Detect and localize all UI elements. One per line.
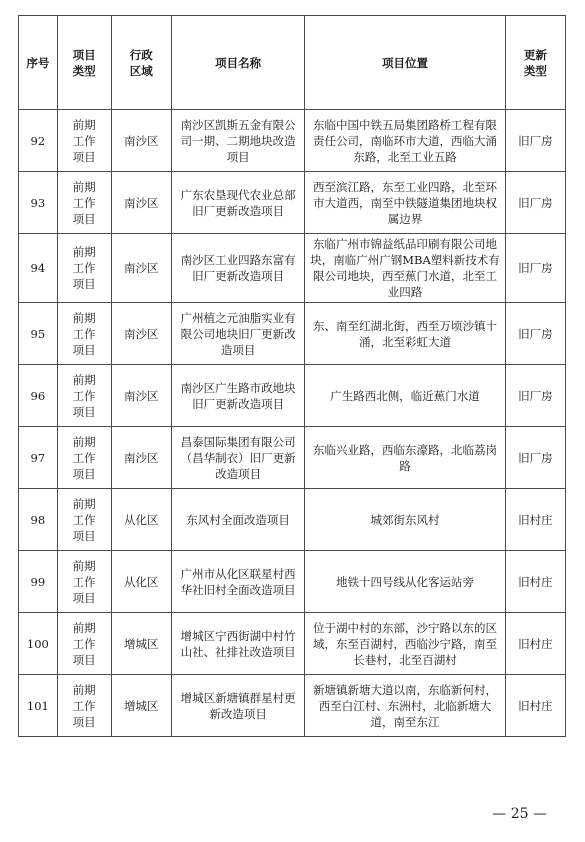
- cell-name: 东风村全面改造项目: [171, 489, 305, 551]
- cell-type: 前期 工作 项目: [57, 489, 111, 551]
- cell-name: 南沙区凯斯五金有限公司一期、二期地块改造项目: [171, 110, 305, 172]
- cell-no: 96: [19, 365, 58, 427]
- cell-type: 前期 工作 项目: [57, 551, 111, 613]
- cell-location: 新塘镇新塘大道以南，东临新何村，西至白江村、东洲村，北临新塘大道，南至东江: [305, 675, 505, 737]
- cell-name: 增城区宁西街湖中村竹山社、社排社改造项目: [171, 613, 305, 675]
- table-row: [19, 172, 566, 234]
- cell-district: 南沙区: [111, 303, 171, 365]
- table-row: [19, 551, 566, 613]
- cell-location: 东临兴业路，西临东濠路，北临荔岗路: [305, 427, 505, 489]
- cell-name: 增城区新塘镇群星村更新改造项目: [171, 675, 305, 737]
- cell-update-type: 旧厂房: [505, 110, 565, 172]
- cell-no: 92: [19, 110, 58, 172]
- cell-type: 前期 工作 项目: [57, 110, 111, 172]
- cell-district: 南沙区: [111, 427, 171, 489]
- table-row: [19, 675, 566, 737]
- cell-no: 98: [19, 489, 58, 551]
- cell-district: 增城区: [111, 613, 171, 675]
- table-row: [19, 613, 566, 675]
- cell-type: 前期 工作 项目: [57, 613, 111, 675]
- cell-location: 东、南至红湖北街，西至万顷沙镇十涌，北至彩虹大道: [305, 303, 505, 365]
- cell-no: 100: [19, 613, 58, 675]
- table-row: [19, 303, 566, 365]
- cell-name: 南沙区工业四路东富有旧厂更新改造项目: [171, 234, 305, 303]
- header-update-type: 更新 类型: [505, 16, 565, 110]
- cell-no: 101: [19, 675, 58, 737]
- table-row: [19, 489, 566, 551]
- table-row: [19, 427, 566, 489]
- cell-location: 东临中国中铁五局集团路桥工程有限责任公司，南临环市大道，西临大涌东路，北至工业五路: [305, 110, 505, 172]
- table-row: [19, 234, 566, 303]
- cell-location: 东临广州市锦益纸品印刷有限公司地块，南临广州广钢MBA塑料新技术有限公司地块，西至蕉门水道，北至工业四路: [305, 234, 505, 303]
- cell-name: 广东农垦现代农业总部旧厂更新改造项目: [171, 172, 305, 234]
- table-row: [19, 365, 566, 427]
- cell-type: 前期 工作 项目: [57, 172, 111, 234]
- cell-district: 增城区: [111, 675, 171, 737]
- cell-update-type: 旧厂房: [505, 365, 565, 427]
- cell-no: 95: [19, 303, 58, 365]
- cell-no: 97: [19, 427, 58, 489]
- cell-location: 城郊街东风村: [305, 489, 505, 551]
- cell-type: 前期 工作 项目: [57, 675, 111, 737]
- cell-district: 从化区: [111, 489, 171, 551]
- table-row: [19, 110, 566, 172]
- cell-no: 94: [19, 234, 58, 303]
- cell-location: 地铁十四号线从化客运站旁: [305, 551, 505, 613]
- cell-update-type: 旧厂房: [505, 172, 565, 234]
- cell-type: 前期 工作 项目: [57, 303, 111, 365]
- cell-update-type: 旧厂房: [505, 234, 565, 303]
- cell-type: 前期 工作 项目: [57, 365, 111, 427]
- header-type: 项目 类型: [57, 16, 111, 110]
- cell-type: 前期 工作 项目: [57, 234, 111, 303]
- header-name: 项目名称: [171, 16, 305, 110]
- cell-no: 99: [19, 551, 58, 613]
- cell-name: 昌泰国际集团有限公司（昌华制衣）旧厂更新改造项目: [171, 427, 305, 489]
- cell-update-type: 旧厂房: [505, 427, 565, 489]
- cell-update-type: 旧村庄: [505, 613, 565, 675]
- cell-district: 南沙区: [111, 172, 171, 234]
- cell-district: 南沙区: [111, 365, 171, 427]
- page-number: — 25 —: [492, 806, 547, 822]
- cell-name: 南沙区广生路市政地块旧厂更新改造项目: [171, 365, 305, 427]
- cell-location: 西至滨江路，东至工业四路，北至环市大道西，南至中铁隧道集团地块权属边界: [305, 172, 505, 234]
- header-district: 行政 区域: [111, 16, 171, 110]
- cell-district: 从化区: [111, 551, 171, 613]
- table-header-row: [19, 16, 566, 110]
- cell-update-type: 旧村庄: [505, 675, 565, 737]
- cell-update-type: 旧村庄: [505, 489, 565, 551]
- cell-district: 南沙区: [111, 110, 171, 172]
- cell-no: 93: [19, 172, 58, 234]
- cell-name: 广州植之元油脂实业有限公司地块旧厂更新改造项目: [171, 303, 305, 365]
- header-no: 序号: [19, 16, 58, 110]
- cell-update-type: 旧厂房: [505, 303, 565, 365]
- cell-location: 广生路西北侧，临近蕉门水道: [305, 365, 505, 427]
- cell-type: 前期 工作 项目: [57, 427, 111, 489]
- project-table: [18, 15, 566, 737]
- cell-location: 位于湖中村的东部，沙宁路以东的区域，东至百湖村，西临沙宁路，南至长巷村，北至百湖村: [305, 613, 505, 675]
- cell-district: 南沙区: [111, 234, 171, 303]
- cell-update-type: 旧村庄: [505, 551, 565, 613]
- cell-name: 广州市从化区联星村西华社旧村全面改造项目: [171, 551, 305, 613]
- header-location: 项目位置: [305, 16, 505, 110]
